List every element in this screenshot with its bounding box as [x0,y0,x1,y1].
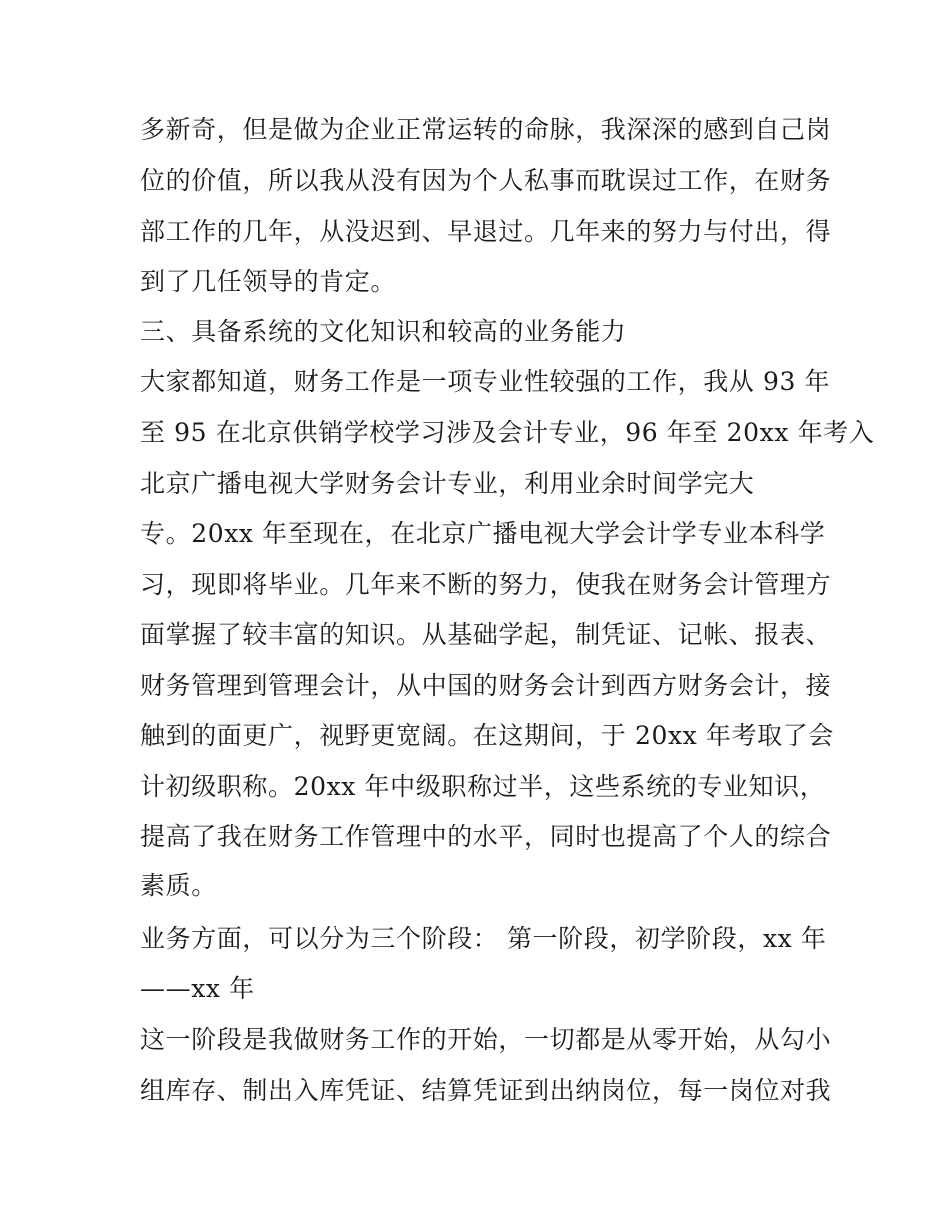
text-line: 素质。 [140,871,217,900]
text-line: 这一阶段是我做财务工作的开始，一切都是从零开始，从勾小 [140,1025,832,1054]
text-line: 提高了我在财务工作管理中的水平，同时也提高了个人的综合 [140,822,832,851]
text-line: 计初级职称。20xx 年中级职称过半，这些系统的专业知识， [140,772,826,801]
text-line: 大家都知道，财务工作是一项专业性较强的工作，我从 93 年 [140,367,831,396]
text-line: 部工作的几年，从没迟到、早退过。几年来的努力与付出，得 [140,217,832,246]
text-line: 面掌握了较丰富的知识。从基础学起，制凭证、记帐、报表、 [140,620,832,649]
text-line: 触到的面更广，视野更宽阔。在这期间，于 20xx 年考取了会 [140,721,834,750]
text-line: 业务方面，可以分为三个阶段： 第一阶段，初学阶段，xx 年 [140,924,827,953]
text-line: 多新奇，但是做为企业正常运转的命脉，我深深的感到自己岗 [140,115,832,144]
text-line: 北京广播电视大学财务会计专业，利用业余时间学完大 [140,469,755,498]
text-line: ——xx 年 [140,974,255,1003]
text-line: 财务管理到管理会计，从中国的财务会计到西方财务会计，接 [140,671,832,700]
text-line: 到了几任领导的肯定。 [140,267,397,296]
text-line: 习，现即将毕业。几年来不断的努力，使我在财务会计管理方 [140,570,832,599]
section-heading: 三、具备系统的文化知识和较高的业务能力 [140,317,627,346]
text-line: 位的价值，所以我从没有因为个人私事而耽误过工作，在财务 [140,166,832,195]
text-line: 专。20xx 年至现在，在北京广播电视大学会计学专业本科学 [140,519,826,548]
text-line: 组库存、制出入库凭证、结算凭证到出纳岗位，每一岗位对我 [140,1076,832,1105]
text-line: 至 95 在北京供销学校学习涉及会计专业，96 年至 20xx 年考入 [140,418,875,447]
